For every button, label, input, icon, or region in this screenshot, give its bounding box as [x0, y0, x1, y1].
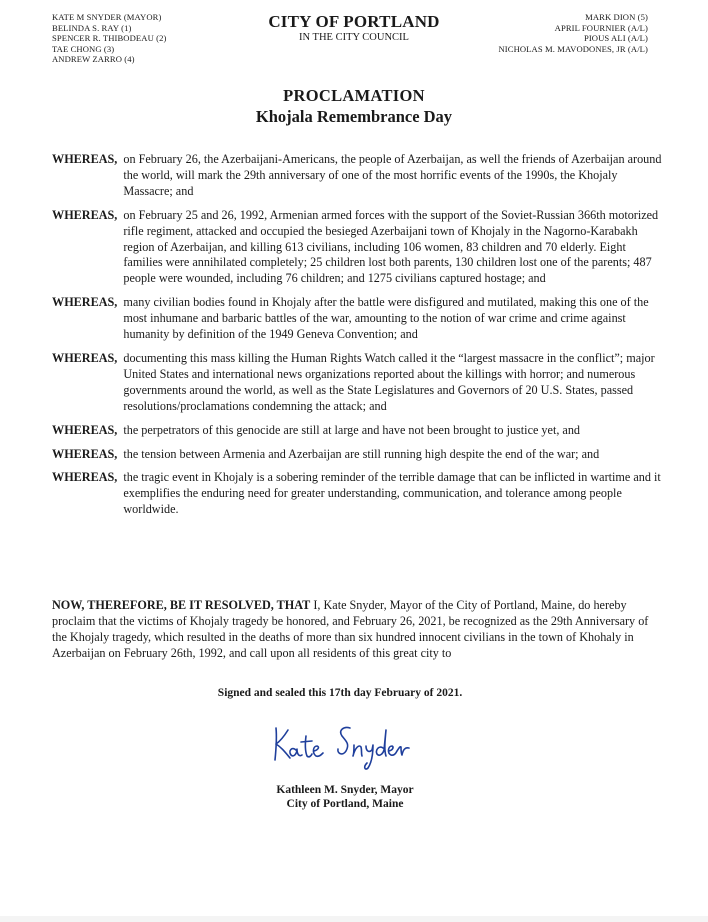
clause-text: on February 25 and 26, 1992, Armenian armed forces with the support of the Soviet-Russian 366th motorized rifle regiment, attacked and occupied the besieged Azerbaijani town of Khojaly in the Nagorno-Karabakh region of Azerbaijan, and killing 613 civilians, including 106 women, 83 children and 70 elderly. Eight families were annihilated completely; 25 children lost both parents, 130 children lost one of the parents; 487 people were wounded, including 76 children; and 1275 civilians captured hostage; and — [123, 207, 659, 286]
clause-text: the perpetrators of this genocide are still at large and have not been brought to justice yet, and — [123, 422, 581, 437]
clause-text: documenting this mass killing the Human Rights Watch called it the “largest massacre in the conflict”; major United States and international news organizations reported about the killings with horror; and numerous governments around the world, as well as the State Legislatures and Governors of 20 U.S. States, passed resolutions/proclamations condemning the attack; and — [123, 350, 655, 413]
council-member: SPENCER R. THIBODEAU (2) — [52, 33, 167, 44]
resolution-keyword: NOW, THEREFORE, BE IT RESOLVED, THAT — [52, 598, 311, 612]
whereas-clause — [52, 470, 662, 518]
clause-keyword: WHEREAS, — [52, 422, 118, 437]
whereas-clause — [52, 295, 662, 343]
whereas-clause — [52, 447, 662, 463]
clause-keyword: WHEREAS, — [52, 350, 118, 365]
council-member: PIOUS ALI (A/L) — [583, 33, 648, 44]
clause-keyword: WHEREAS, — [52, 152, 118, 166]
proclamation-heading — [0, 86, 708, 127]
resolution-text: I, Kate Snyder, Mayor of the City of Portland, Maine, do hereby proclaim that the victims of Khojaly tragedy be honored, and February 26, 2021, be recognized as the 29th Anniversary of the Khojaly tragedy, which resulted in the deaths of more than six hundred innocent civilians in the town of Khohaly in Azerbaijan on February 26th, 1992, and call upon all residents of this great city to — [52, 598, 649, 660]
resolution-paragraph — [52, 598, 664, 662]
proclamation-subtitle: Khojala Remembrance Day — [255, 107, 453, 126]
council-member: MARK DION (5) — [585, 12, 648, 22]
city-name: CITY OF PORTLAND — [268, 12, 440, 31]
signer-name: Kathleen M. Snyder, Mayor — [276, 784, 414, 796]
signed-and-sealed-line: Signed and sealed this 17th day February of 2021. — [217, 687, 463, 699]
whereas-clause — [52, 152, 662, 200]
council-member: APRIL FOURNIER (A/L) — [554, 22, 648, 33]
council-member: BELINDA S. RAY (1) — [52, 22, 132, 33]
clause-keyword: WHEREAS, — [52, 470, 118, 485]
clause-text: the tragic event in Khojaly is a sobering reminder of the terrible damage that can be inflicted in wartime and it exemplifies the enduring need for greater understanding, communication, and tolerance among people worldwide. — [123, 470, 661, 517]
clause-text: the tension between Armenia and Azerbaijan are still running high despite the end of the war; and — [123, 446, 600, 461]
council-member: ANDREW ZARRO (4) — [52, 54, 135, 65]
clause-text: many civilian bodies found in Khojaly after the battle were disfigured and mutilated, making this one of the most inhumane and barbaric battles of the war, amounting to the notion of war crime and crime against humanity by definition of the 1949 Geneva Convention; and — [123, 295, 649, 342]
council-members-right — [498, 12, 648, 54]
council-member: TAE CHONG (3) — [52, 43, 115, 54]
clause-keyword: WHEREAS, — [52, 207, 118, 222]
whereas-clause — [52, 208, 662, 288]
council-member: KATE M SNYDER (MAYOR) — [52, 12, 162, 22]
whereas-clauses — [52, 152, 662, 518]
signer-title: City of Portland, Maine — [286, 798, 404, 810]
signer-block — [0, 783, 690, 811]
clause-keyword: WHEREAS, — [52, 295, 118, 310]
clause-text: on February 26, the Azerbaijani-Americans, the people of Azerbaijan, as well the friends of Azerbaijan around the world, will mark the 29th anniversary of one of the most horrific events of the 1990s, the Khojaly Massacre; and — [123, 152, 662, 198]
council-member: NICHOLAS M. MAVODONES, JR (A/L) — [498, 43, 648, 54]
council-caption: IN THE CITY COUNCIL — [299, 32, 409, 43]
whereas-clause — [52, 351, 662, 415]
whereas-clause — [52, 423, 662, 439]
scan-bottom-edge — [0, 916, 708, 922]
mayor-signature — [266, 718, 416, 772]
proclamation-title: PROCLAMATION — [283, 86, 425, 105]
clause-keyword: WHEREAS, — [52, 446, 118, 461]
